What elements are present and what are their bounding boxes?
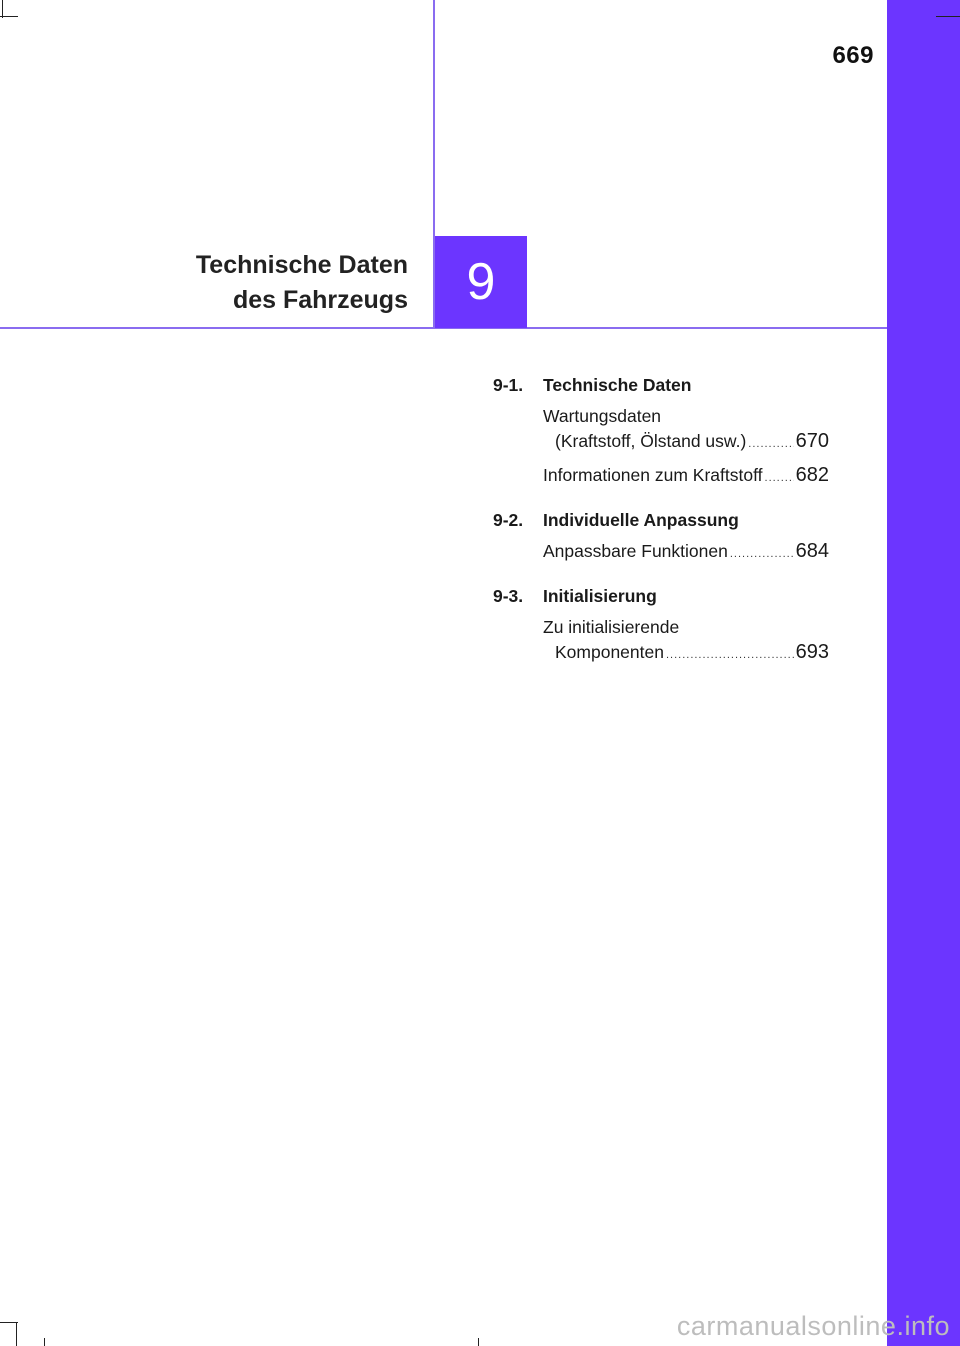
toc-section [493,583,829,668]
toc-entry-page: 684 [795,540,829,562]
toc-section-heading[interactable] [493,507,829,533]
crop-mark-bottom-left-v [16,1322,17,1346]
watermark: carmanualsonline.info [676,1311,950,1341]
dot-leader [765,466,794,491]
crop-mark-top-left-v [2,0,3,18]
toc-entry-page: 670 [795,430,829,452]
toc-section [493,507,829,567]
toc-section-heading[interactable] [493,372,829,398]
chapter-number-box [435,236,527,328]
toc-entry-page: 693 [795,641,829,663]
chapter-number: 9 [466,253,496,311]
toc-entry[interactable] [543,615,829,668]
toc-section-title: Individuelle Anpassung [543,510,739,530]
chapter-title [196,248,408,318]
dot-leader [748,432,793,457]
chapter-title-line-1: Technische Daten [195,251,408,279]
dot-leader [666,643,794,668]
crop-mark-bottom-tick-2 [478,1338,479,1346]
crop-mark-top-right [936,16,960,17]
toc-entry-title: Zu initialisierende [543,617,680,637]
toc-entry-title-cont: Komponenten [555,642,664,662]
toc-section-title: Initialisierung [543,586,657,606]
toc-section [493,372,829,491]
chapter-side-bar [887,0,960,1346]
toc-entry-title: Wartungsdaten [543,406,662,426]
toc-section-number: 9-1. [493,375,524,395]
toc-entry[interactable] [543,404,829,457]
toc-entry-title: Informationen zum Kraftstoff [543,465,763,485]
toc-entry-title-cont: (Kraftstoff, Ölstand usw.) [555,431,747,451]
dot-leader [730,542,794,567]
toc-section-heading[interactable] [493,583,829,609]
toc-section-number: 9-3. [493,586,524,606]
toc-section-number: 9-2. [493,510,524,530]
toc-entry-title: Anpassbare Funktionen [543,541,728,561]
toc-entry-page: 682 [795,464,829,486]
page-number: 669 [832,42,874,69]
crop-mark-bottom-tick-1 [44,1338,45,1346]
table-of-contents [493,372,829,684]
toc-entry[interactable] [543,539,829,567]
toc-entry[interactable] [543,463,829,491]
chapter-title-line-2: des Fahrzeugs [232,286,408,314]
toc-section-title: Technische Daten [543,375,692,395]
